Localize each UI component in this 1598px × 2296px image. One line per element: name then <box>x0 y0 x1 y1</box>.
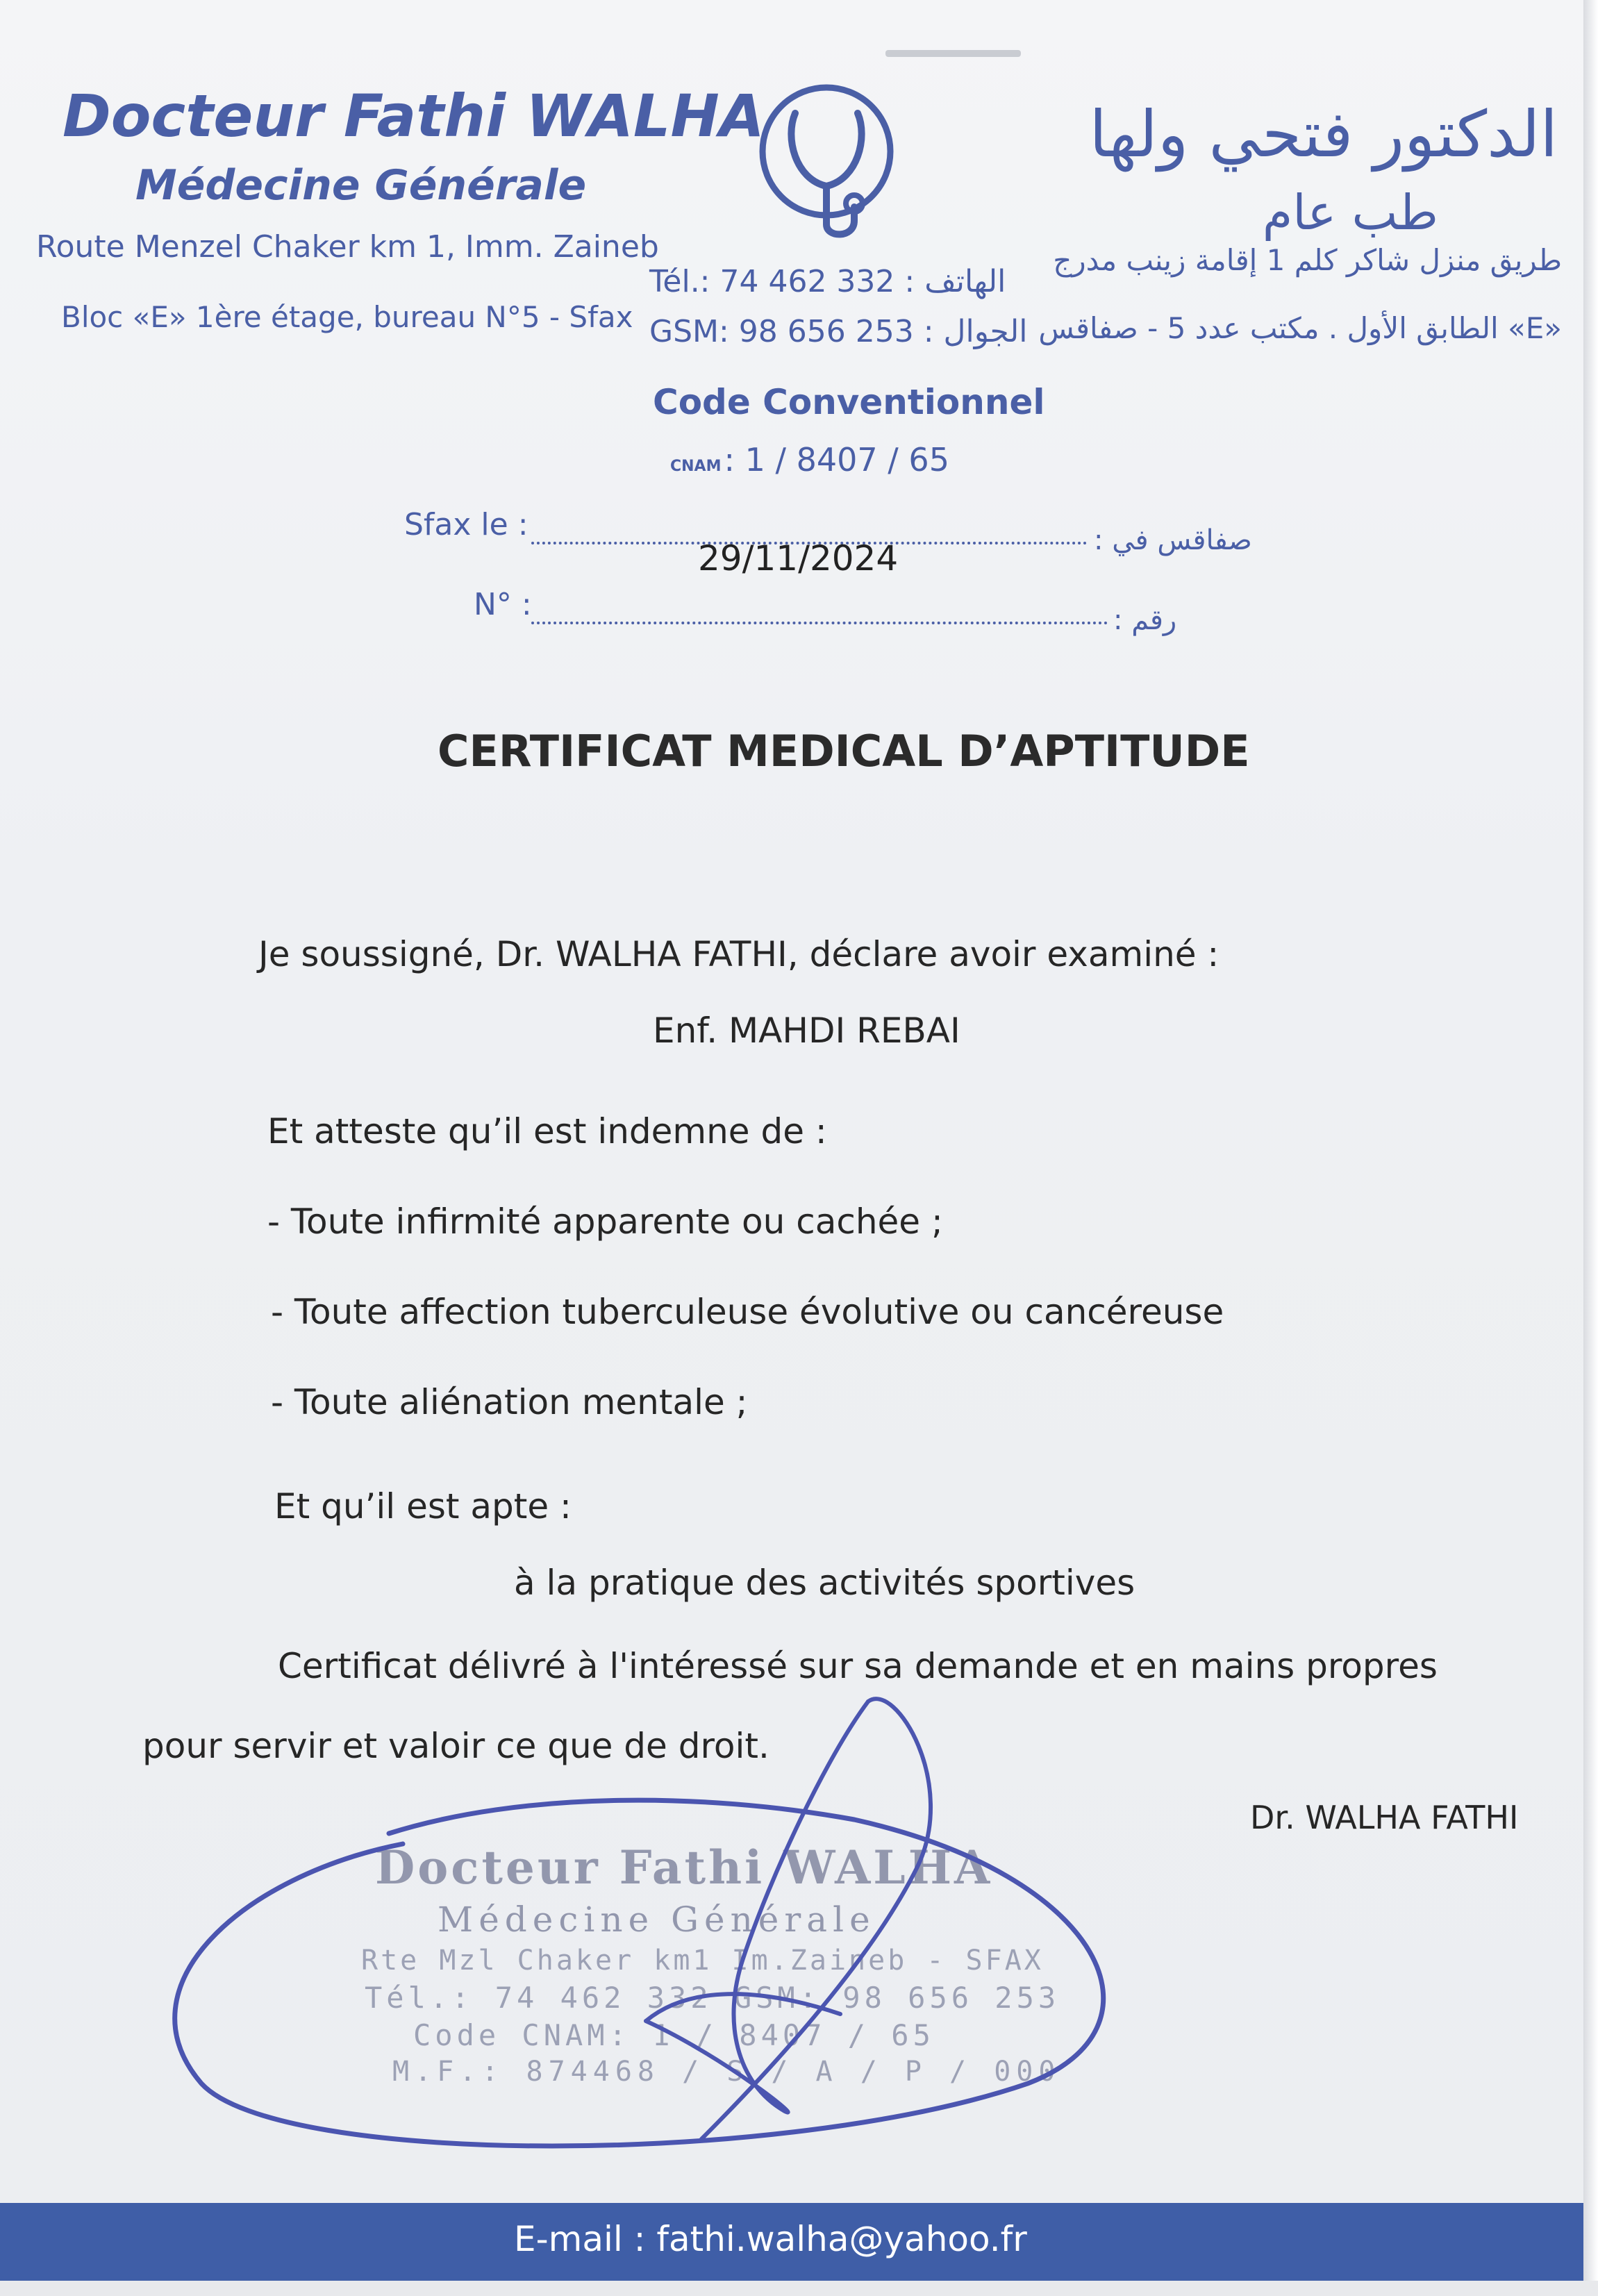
address-line-2: Bloc «E» 1ère étage, bureau N°5 - Sfax <box>61 300 633 334</box>
stamp-line-2: Médecine Générale <box>438 1899 876 1940</box>
cnam-code <box>670 441 949 479</box>
number-label: N° : <box>474 587 532 622</box>
stethoscope-icon <box>757 82 896 249</box>
mobile-number: GSM: 98 656 253 : الجوال <box>649 314 1028 349</box>
paper-edge <box>1583 0 1598 2296</box>
number-dotted-line <box>531 622 1108 624</box>
cnam-code-value: : 1 / 8407 / 65 <box>724 441 949 479</box>
handwritten-signature <box>160 1695 1146 2181</box>
cnam-logo: CNAM <box>670 458 722 475</box>
stamp-line-6: M.F.: 874468 / S / A / P / 000 <box>392 2056 1061 2088</box>
doctor-name: Docteur Fathi WALHA <box>63 82 765 150</box>
arabic-specialty: طب عام <box>1262 184 1438 241</box>
arabic-address-line-1: طريق منزل شاكر كلم 1 إقامة زينب مدرج <box>1053 243 1562 277</box>
address-line-1: Route Menzel Chaker km 1, Imm. Zaineb <box>36 229 659 265</box>
footer-email: E-mail : fathi.walha@yahoo.fr <box>514 2219 1027 2259</box>
arabic-date-label: صفاقس في : <box>1094 524 1252 556</box>
declaration-line: Je soussigné, Dr. WALHA FATHI, déclare avoir examiné : <box>258 934 1220 974</box>
bottom-strip <box>0 2281 1598 2296</box>
attestation-line: Et atteste qu’il est indemne de : <box>267 1111 827 1151</box>
arabic-doctor-name: الدكتور فتحي ولها <box>1089 97 1558 172</box>
signatory-name: Dr. WALHA FATHI <box>1250 1799 1519 1836</box>
specialty: Médecine Générale <box>135 161 587 210</box>
condition-item-1: - Toute infirmité apparente ou cachée ; <box>267 1201 943 1242</box>
stamp-line-3: Rte Mzl Chaker km1 Im.Zaineb - SFAX <box>361 1945 1044 1977</box>
phone-number: Tél.: 74 462 332 : الهاتف <box>649 264 1006 299</box>
closing-line-1: Certificat délivré à l'intéressé sur sa demande et en mains propres <box>278 1646 1438 1686</box>
patient-name: Enf. MAHDI REBAI <box>653 1010 960 1051</box>
aptitude-activity: à la pratique des activités sportives <box>514 1563 1135 1603</box>
date-value: 29/11/2024 <box>698 538 899 579</box>
aptitude-line: Et qu’il est apte : <box>274 1486 572 1526</box>
condition-item-2: - Toute affection tuberculeuse évolutive ou cancéreuse <box>271 1292 1224 1332</box>
stamp-line-1: Docteur Fathi WALHA <box>375 1840 993 1895</box>
stamp-line-5: Code CNAM: 1 / 8407 / 65 <box>413 2018 935 2052</box>
closing-line-2: pour servir et valoir ce que de droit. <box>142 1726 769 1766</box>
scan-mark <box>885 50 1021 57</box>
certificate-title: CERTIFICAT MEDICAL D’APTITUDE <box>438 726 1250 776</box>
code-conventionnel-label: Code Conventionnel <box>653 382 1045 422</box>
arabic-number-label: رقم : <box>1113 604 1177 636</box>
date-label: Sfax le : <box>404 507 528 542</box>
arabic-address-line-2: «E» الطابق الأول . مكتب عدد 5 - صفاقس <box>1038 311 1562 345</box>
condition-item-3: - Toute aliénation mentale ; <box>271 1382 748 1422</box>
stamp-line-4: Tél.: 74 462 332 GSM: 98 656 253 <box>365 1981 1060 2015</box>
